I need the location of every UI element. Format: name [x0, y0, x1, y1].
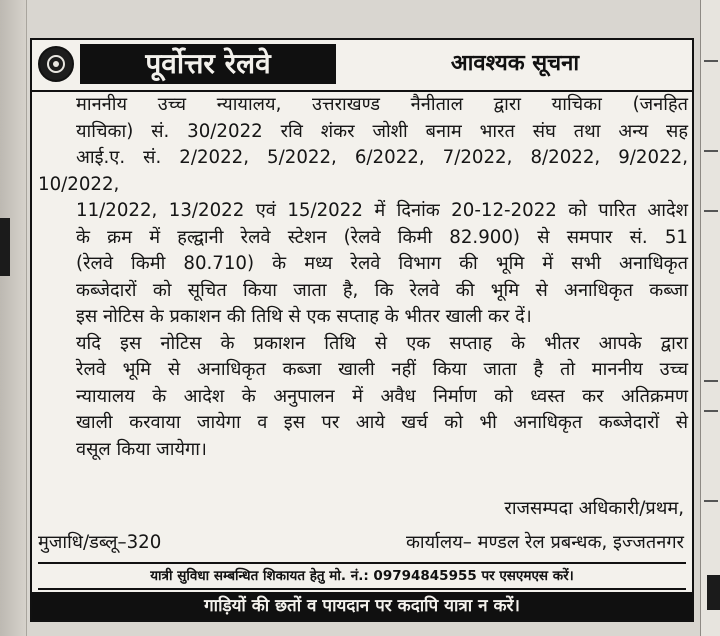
complaint-helpline: यात्री सुविधा सम्बन्धित शिकायत हेतु मो. नं.: 09794845955 पर एसएमएस करें।: [38, 562, 686, 590]
paragraph-2-line: खाली करवाया जायेगा व इस पर आये खर्च को भी अनाधिकृत कब्जेदारों से: [76, 412, 688, 433]
paragraph-1-line: के क्रम में हल्द्वानी रेलवे स्टेशन (रेलवे किमी 82.900) से समपार सं. 51: [76, 226, 688, 248]
railway-notice: [30, 38, 694, 622]
reference-code: मुजाधि/डब्लू–320: [38, 532, 162, 553]
adjacent-page-left: [0, 0, 27, 636]
paragraph-2-line: न्यायालय के आदेश के अनुपालन में अवैध निर्माण को ध्वस्त कर अतिक्रमण: [76, 385, 688, 407]
paragraph-2-line: रेलवे भूमि से अनाधिकृत कब्जा खाली नहीं किया जाता है तो माननीय उच्च: [76, 359, 688, 380]
paragraph-1-line: आई.ए. सं. 2/2022, 5/2022, 6/2022, 7/2022, 8/2022, 9/2022, 10/2022,: [38, 147, 688, 195]
paragraph-1-line: 11/2022, 13/2022 एवं 15/2022 में दिनांक 20-12-2022 को पारित आदेश: [76, 200, 688, 221]
paragraph-2-line: वसूल किया जायेगा।: [76, 438, 207, 460]
paragraph-2: [38, 331, 688, 464]
issuing-office: कार्यालय– मण्डल रेल प्रबन्धक, इज्जतनगर: [405, 532, 684, 553]
paragraph-1-line: कब्जेदारों को सूचित किया जाता है, कि रेलवे की भूमि से अनाधिकृत कब्जा: [76, 279, 688, 301]
issuing-officer: राजसम्पदा अधिकारी/प्रथम,: [504, 498, 684, 519]
notice-subtitle: आवश्यक सूचना: [450, 51, 580, 76]
adjacent-page-right: [700, 0, 720, 636]
railway-logo-icon: [38, 46, 74, 82]
notice-header: [32, 40, 692, 92]
paragraph-1: [38, 92, 688, 331]
paragraph-2-line: यदि इस नोटिस के प्रकाशन तिथि से एक सप्ताह के भीतर आपके द्वारा: [76, 332, 688, 354]
paragraph-1-line: इस नोटिस के प्रकाशन की तिथि से एक सप्ताह के भीतर खाली कर दें।: [76, 306, 532, 327]
paragraph-1-line: (रेलवे किमी 80.710) के मध्य रेलवे विभाग की भूमि में सभी अनाधिकृत: [76, 253, 688, 274]
paragraph-1-line: माननीय उच्च न्यायालय, उत्तराखण्ड नैनीताल द्वारा याचिका (जनहित: [76, 94, 688, 115]
notice-body: [38, 92, 688, 463]
adjacent-print-mark: [0, 218, 10, 276]
safety-warning: गाड़ियों की छतों व पायदान पर कदापि यात्रा न करें।: [32, 592, 692, 620]
paragraph-1-line: याचिका) सं. 30/2022 रवि शंकर जोशी बनाम भारत संघ तथा अन्य सह: [76, 120, 688, 142]
notice-title: पूर्वोत्तर रेलवे: [80, 44, 336, 84]
